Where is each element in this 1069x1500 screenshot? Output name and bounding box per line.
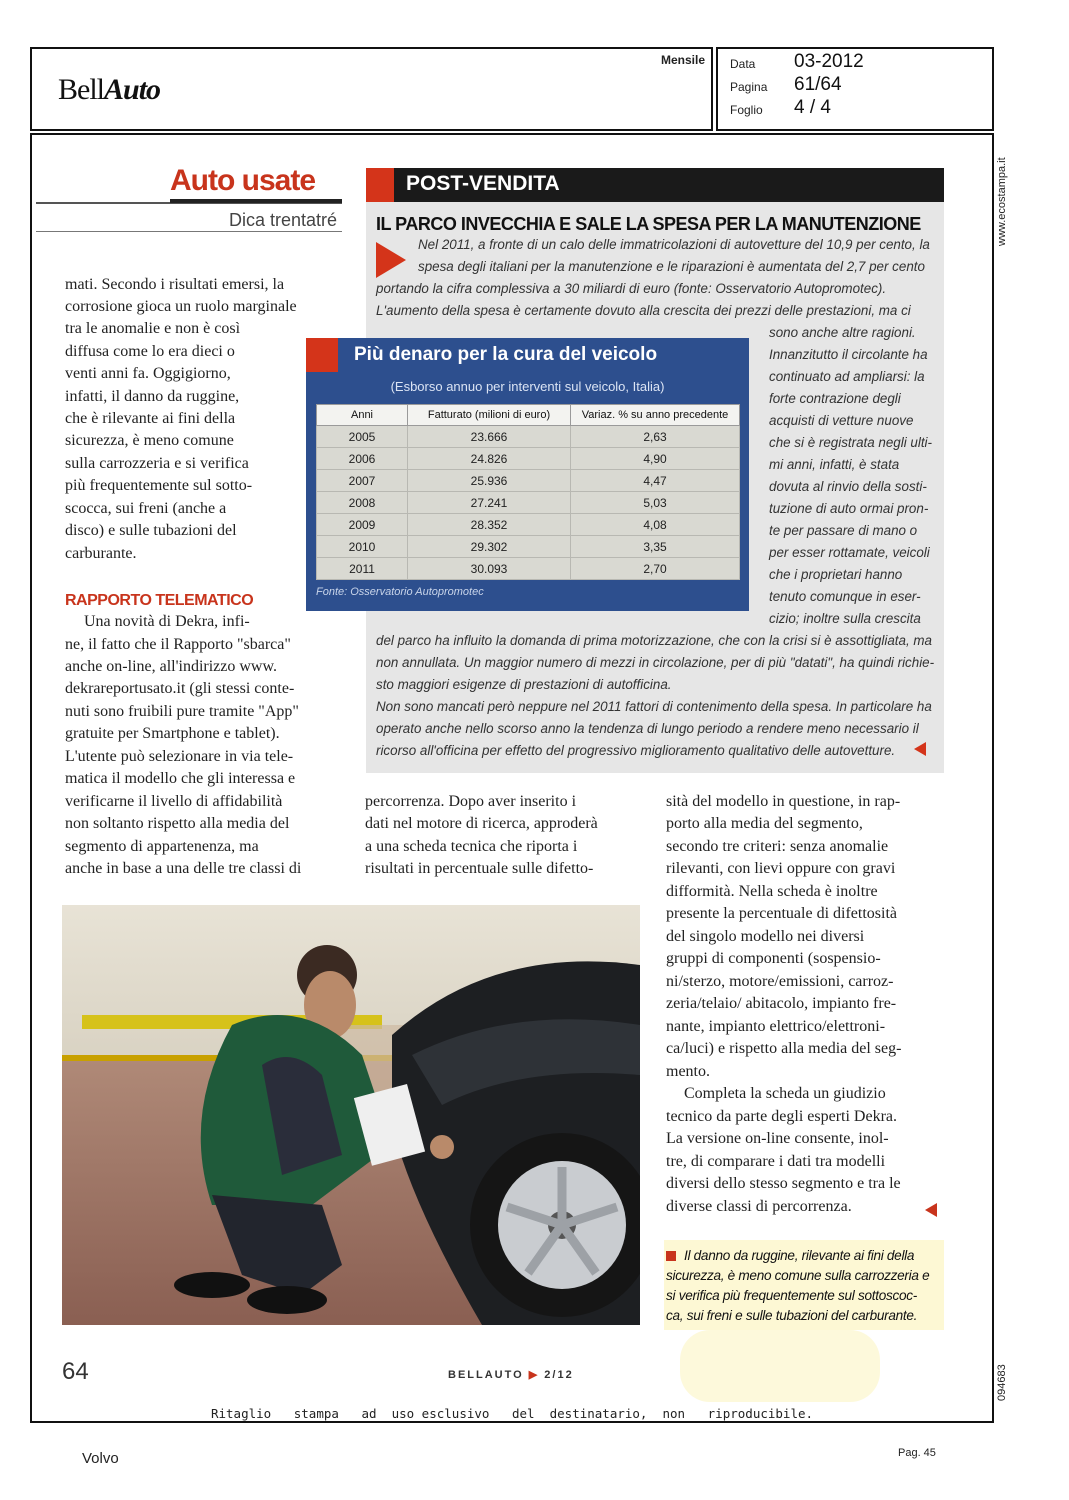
cell-change: 2,63	[571, 426, 740, 448]
table-row	[317, 536, 740, 558]
pv-line: che i proprietari hanno	[769, 567, 903, 582]
body-line: matica il modello che gli interessa e	[65, 770, 296, 787]
pv-line: acquisti di vetture nuove	[769, 413, 914, 428]
footer-issue: 2/12	[544, 1369, 574, 1381]
body-line: non soltanto rispetto alla media del	[65, 815, 290, 832]
body-line: percorrenza. Dopo aver inserito i	[365, 793, 577, 810]
section-subtitle: Dica trentatré	[229, 210, 338, 230]
body-line: sicurezza, è meno comune	[65, 432, 234, 449]
meta-data-key: Data	[730, 57, 756, 71]
post-vendita-red-marker	[366, 168, 394, 202]
cell-change: 2,70	[571, 558, 740, 580]
end-arrow-icon	[914, 742, 926, 756]
cell-revenue: 25.936	[408, 470, 571, 492]
body-line: presente la percentuale di difettosità	[666, 905, 898, 922]
cell-year: 2011	[317, 558, 408, 580]
body-line: sulla carrozzeria e si verifica	[65, 455, 249, 472]
body-line: ni/sterzo, motore/emissioni, carroz-	[666, 973, 894, 990]
body-line: mento.	[666, 1063, 710, 1080]
body-line: risultati in percentuale sulle difetto-	[365, 860, 594, 877]
meta-foglio-value: 4 / 4	[794, 97, 831, 118]
cell-change: 4,47	[571, 470, 740, 492]
meta-foglio-key: Foglio	[730, 103, 763, 117]
rapporto-heading: RAPPORTO TELEMATICO	[65, 592, 254, 609]
body-line: zeria/telaio/ abitacolo, impianto fre-	[666, 995, 897, 1012]
body-line: venti anni fa. Oggigiorno,	[65, 365, 231, 382]
table-red-marker	[306, 338, 338, 372]
pv-line: non annullata. Un maggior numero di mezzi in circolazione, per di più "datati", ha quindi richie-	[376, 655, 935, 670]
caption-line: sicurezza, è meno comune sulla carrozzeria e	[666, 1268, 930, 1283]
body-line: secondo tre criteri: senza anomalie	[666, 838, 889, 855]
bellauto-logo: BellAuto	[58, 73, 161, 106]
pv-line: Non sono mancati però neppure nel 2011 fattori di contenimento della spesa. In particolare ha	[376, 699, 932, 714]
cell-year: 2009	[317, 514, 408, 536]
pv-line: sono anche altre ragioni.	[769, 325, 916, 340]
table-row	[317, 448, 740, 470]
body-line: dekrareportusato.it (gli stessi conte-	[65, 680, 295, 697]
table-row	[317, 558, 740, 580]
footer-magazine-name: BELLAUTO	[448, 1369, 524, 1381]
body-line: anche on-line, all'indirizzo www.	[65, 658, 277, 675]
pv-line: per esser rottamate, veicoli	[769, 545, 930, 560]
post-vendita-headline: IL PARCO INVECCHIA E SALE LA SPESA PER LA MANUTENZIONE	[376, 214, 921, 234]
cell-change: 3,35	[571, 536, 740, 558]
spending-table-box	[306, 338, 749, 611]
body-line: porto alla media del segmento,	[666, 815, 863, 832]
pv-line: Nel 2011, a fronte di un calo delle immatricolazioni di autovetture del 10,9 per cento, la	[418, 237, 930, 252]
side-website: www.ecostampa.it	[996, 157, 1008, 247]
table-row	[317, 492, 740, 514]
pv-line: sto maggiori esigenze di prestazioni di autofficina.	[376, 677, 672, 692]
body-line: diversi dello stesso segmento e tra le	[666, 1175, 901, 1192]
body-line: ne, il fatto che il Rapporto "sbarca"	[65, 636, 291, 653]
table-row	[317, 426, 740, 448]
body-line: del singolo modello nei diversi	[666, 928, 865, 945]
pv-line: tenuto comunque in eser-	[769, 589, 921, 604]
play-arrow-icon	[376, 242, 406, 278]
frequency-label: Mensile	[660, 53, 705, 67]
body-line: corrosione gioca un ruolo marginale	[65, 298, 297, 315]
pv-line: spesa degli italiani per la manutenzione e le riparazioni è aumentata del 2,7 per cento	[418, 259, 925, 274]
body-line: La versione on-line consente, inol-	[666, 1130, 889, 1147]
table-row	[317, 470, 740, 492]
pv-line: Innanzitutto il circolante ha	[769, 347, 928, 362]
mechanic-photo	[62, 905, 640, 1325]
body-line: segmento di appartenenza, ma	[65, 838, 259, 855]
body-line: nuti sono fruibili pure tramite "App"	[65, 703, 299, 720]
body-line: più frequentemente sul sotto-	[65, 477, 253, 494]
meta-pagina-value: 61/64	[794, 74, 842, 95]
caption-line: si verifica più frequentemente sul sottoscoc-	[666, 1288, 917, 1303]
cell-revenue: 24.826	[408, 448, 571, 470]
body-line: che è rilevante ai fini della	[65, 410, 236, 427]
client-name: Volvo	[82, 1450, 119, 1467]
cell-year: 2010	[317, 536, 408, 558]
disclaimer: Ritaglio stampa ad uso esclusivo del destinatario, non riproducibile.	[210, 1406, 814, 1421]
body-line: anche in base a una delle tre classi di	[65, 860, 302, 877]
body-line: verificarne il livello di affidabilità	[65, 793, 283, 810]
pv-line: cizio; inoltre sulla crescita	[769, 611, 921, 626]
caption-line: ca, sui freni e sulle tubazioni del carburante.	[666, 1308, 918, 1323]
body-line: gratuite per Smartphone e tablet).	[65, 725, 280, 742]
table-row	[317, 514, 740, 536]
body-line: disco) e sulle tubazioni del	[65, 522, 237, 539]
cell-year: 2006	[317, 448, 408, 470]
body-line: mati. Secondo i risultati emersi, la	[65, 276, 285, 293]
body-line: dati nel motore di ricerca, approderà	[365, 815, 598, 832]
pv-line: operato anche nello scorso anno la tendenza di lungo periodo a rendere meno necessario il	[376, 721, 919, 736]
pv-line: L'aumento della spesa è certamente dovuto alla crescita dei prezzi delle prestazioni, ma ci	[376, 303, 911, 318]
spending-table	[316, 404, 740, 580]
body-line: tre, di comparare i dati tra modelli	[666, 1153, 886, 1170]
body-line: ca/luci) e rispetto alla media del seg-	[666, 1040, 902, 1057]
pv-line: forte contrazione degli	[769, 391, 901, 406]
col-header-fatturato: Fatturato (milioni di euro)	[408, 405, 571, 426]
body-line: gruppi di componenti (sospensio-	[666, 950, 881, 967]
pv-line: ricorso all'officina per effetto del progressivo miglioramento qualitativo delle autovetture.	[376, 743, 896, 758]
caption-highlight-tail	[680, 1330, 880, 1402]
body-line: scocca, sui freni (anche a	[65, 500, 227, 517]
table-subtitle: (Esborso annuo per interventi sul veicolo, Italia)	[390, 379, 665, 394]
body-line: carburante.	[65, 545, 137, 562]
pv-line: che si è registrata negli ulti-	[769, 435, 932, 450]
footer-magazine	[448, 1368, 574, 1381]
cell-change: 5,03	[571, 492, 740, 514]
pv-line: dovuta al rinvio della sosti-	[769, 479, 927, 494]
body-line: L'utente può selezionare in via tele-	[65, 748, 294, 765]
caption-marker	[666, 1251, 676, 1261]
cell-year: 2005	[317, 426, 408, 448]
caption-line: Il danno da ruggine, rilevante ai fini della	[684, 1248, 915, 1263]
col-header-variazione: Variaz. % su anno precedente	[571, 405, 740, 426]
post-vendita-label: POST-VENDITA	[406, 172, 560, 195]
section-title: Auto usate	[170, 164, 316, 197]
cell-year: 2007	[317, 470, 408, 492]
body-line: rilevanti, con lievi oppure con gravi	[666, 860, 896, 877]
body-line: diffusa come lo era dieci o	[65, 343, 235, 360]
side-code: 094683	[996, 1364, 1008, 1402]
body-line: a una scheda tecnica che riporta i	[365, 838, 578, 855]
pv-line: te per passare di mano o	[769, 523, 918, 538]
pv-line: del parco ha influito la domanda di prima motorizzazione, che con la crisi si è assottigliata, ma	[376, 633, 932, 648]
cell-revenue: 29.302	[408, 536, 571, 558]
pv-line: mi anni, infatti, è stata	[769, 457, 900, 472]
body-line: tecnico da parte degli esperti Dekra.	[666, 1108, 897, 1125]
table-source: Fonte: Osservatorio Autopromotec	[316, 586, 484, 598]
table-header-row	[317, 405, 740, 426]
body-line: tra le anomalie e non è così	[65, 320, 241, 337]
cell-revenue: 23.666	[408, 426, 571, 448]
cell-change: 4,90	[571, 448, 740, 470]
pv-line: portando la cifra complessiva a 30 miliardi di euro (fonte: Osservatorio Autopromotec).	[376, 281, 887, 296]
footer-arrow-icon: ▶	[528, 1369, 540, 1381]
pv-line: continuato ad ampliarsi: la	[769, 369, 925, 384]
page-number: 64	[62, 1358, 89, 1385]
end-arrow-icon	[925, 1203, 937, 1217]
header-meta-box	[716, 47, 994, 131]
cell-revenue: 27.241	[408, 492, 571, 514]
table-title: Più denaro per la cura del veicolo	[354, 344, 658, 365]
pv-line: tuzione di auto ormai pron-	[769, 501, 929, 516]
header-left-box	[30, 47, 713, 131]
section-subrule	[36, 231, 342, 232]
meta-pagina-key: Pagina	[730, 80, 768, 94]
col-header-anni: Anni	[317, 405, 408, 426]
body-line: infatti, il danno da ruggine,	[65, 388, 240, 405]
body-line: Una novità di Dekra, infi-	[84, 613, 250, 630]
body-line: sità del modello in questione, in rap-	[666, 793, 901, 810]
body-line: Completa la scheda un giudizio	[684, 1085, 886, 1102]
cell-revenue: 28.352	[408, 514, 571, 536]
cell-revenue: 30.093	[408, 558, 571, 580]
body-line: difformità. Nella scheda è inoltre	[666, 883, 878, 900]
body-line: nante, impianto elettrico/elettroni-	[666, 1018, 886, 1035]
section-title-underline	[170, 199, 342, 203]
cell-year: 2008	[317, 492, 408, 514]
meta-data-value: 03-2012	[794, 51, 864, 72]
page-label: Pag. 45	[898, 1447, 936, 1459]
body-line: diverse classi di percorrenza.	[666, 1198, 852, 1215]
cell-change: 4,08	[571, 514, 740, 536]
